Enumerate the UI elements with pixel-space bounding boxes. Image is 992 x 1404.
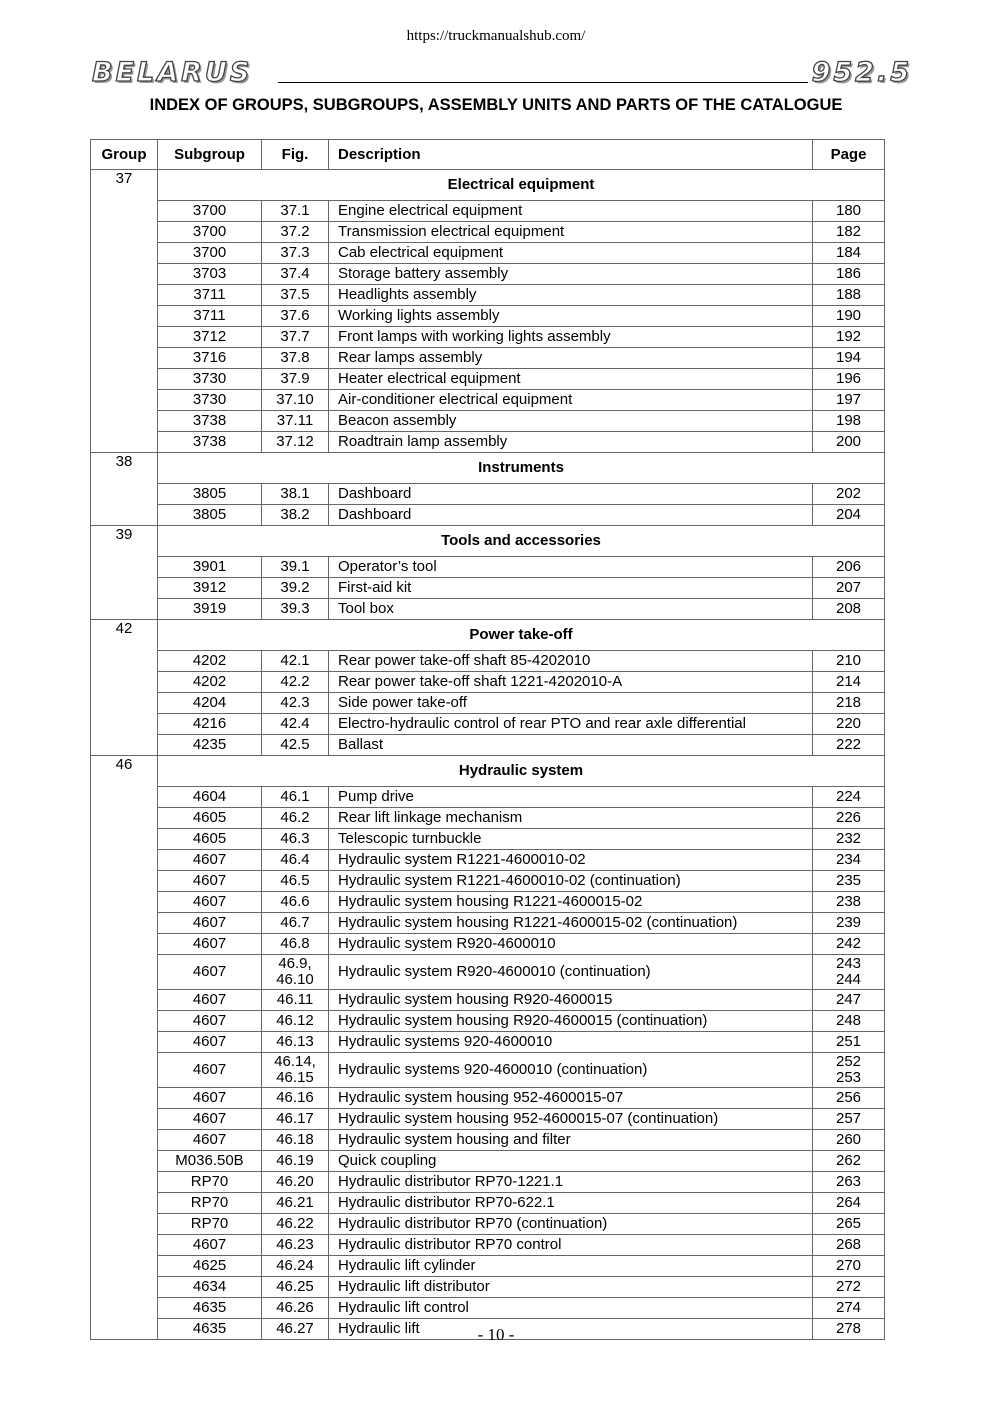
fig-cell: 46.22: [262, 1214, 329, 1235]
col-header-subgroup: Subgroup: [158, 140, 262, 170]
fig-cell: [262, 955, 329, 990]
fig-cell: 46.2: [262, 808, 329, 829]
group-title-row: [91, 526, 885, 557]
subgroup-cell: 3711: [158, 306, 262, 327]
subgroup-cell: 3901: [158, 557, 262, 578]
page-cell: 214: [813, 672, 885, 693]
fig-cell: 42.2: [262, 672, 329, 693]
page-cell: 182: [813, 222, 885, 243]
fig-cell: 37.6: [262, 306, 329, 327]
description-cell: Working lights assembly: [329, 306, 813, 327]
page-cell: 234: [813, 850, 885, 871]
source-url: https://truckmanualshub.com/: [406, 28, 586, 44]
table-row: [91, 285, 885, 306]
subgroup-cell: 4607: [158, 1130, 262, 1151]
fig-cell: 42.3: [262, 693, 329, 714]
group-title: Instruments: [158, 453, 885, 484]
fig-cell: 37.5: [262, 285, 329, 306]
table-row: [91, 955, 885, 990]
description-cell: First-aid kit: [329, 578, 813, 599]
table-row: [91, 808, 885, 829]
subgroup-cell: 4202: [158, 672, 262, 693]
table-row: [91, 557, 885, 578]
table-row: [91, 1172, 885, 1193]
subgroup-cell: 4216: [158, 714, 262, 735]
description-cell: Hydraulic lift cylinder: [329, 1256, 813, 1277]
subgroup-cell: 3716: [158, 348, 262, 369]
fig-cell: 37.2: [262, 222, 329, 243]
description-cell: Telescopic turnbuckle: [329, 829, 813, 850]
table-row: [91, 306, 885, 327]
fig-cell: 46.4: [262, 850, 329, 871]
table-row: [91, 411, 885, 432]
subgroup-cell: 3712: [158, 327, 262, 348]
page-cell: 224: [813, 787, 885, 808]
description-cell: Hydraulic system R1221-4600010-02: [329, 850, 813, 871]
description-cell: Roadtrain lamp assembly: [329, 432, 813, 453]
subgroup-cell: 4607: [158, 850, 262, 871]
page-cell: 274: [813, 1298, 885, 1319]
table-row: [91, 1032, 885, 1053]
subgroup-cell: 3738: [158, 432, 262, 453]
table-row: [91, 369, 885, 390]
group-number: 42: [91, 620, 158, 756]
table-row: [91, 1011, 885, 1032]
description-cell: Air-conditioner electrical equipment: [329, 390, 813, 411]
fig-cell: 46.7: [262, 913, 329, 934]
subgroup-cell: 4607: [158, 1032, 262, 1053]
group-title-row: [91, 453, 885, 484]
page-cell: 262: [813, 1151, 885, 1172]
page-cell: 257: [813, 1109, 885, 1130]
page-number: - 10 -: [477, 1325, 515, 1344]
page-number-cell-2: 253: [835, 1069, 862, 1086]
fig-cell: 39.2: [262, 578, 329, 599]
table-row: [91, 735, 885, 756]
description-cell: Hydraulic system R920-4600010: [329, 934, 813, 955]
fig-cell: 46.25: [262, 1277, 329, 1298]
subgroup-cell: 4607: [158, 1088, 262, 1109]
description-cell: Rear lift linkage mechanism: [329, 808, 813, 829]
fig-cell: 42.1: [262, 651, 329, 672]
fig-cell: 46.8: [262, 934, 329, 955]
subgroup-cell: 3703: [158, 264, 262, 285]
subgroup-cell: RP70: [158, 1193, 262, 1214]
page-cell: 278: [813, 1319, 885, 1340]
fig-number: 46.9,: [278, 955, 312, 972]
description-cell: Hydraulic systems 920-4600010 (continuation): [329, 1053, 813, 1088]
table-row: [91, 1088, 885, 1109]
description-cell: Hydraulic system housing 952-4600015-07: [329, 1088, 813, 1109]
col-header-page: Page: [813, 140, 885, 170]
description-cell: Cab electrical equipment: [329, 243, 813, 264]
table-row: [91, 484, 885, 505]
page-cell: 251: [813, 1032, 885, 1053]
page-cell: 263: [813, 1172, 885, 1193]
group-title-row: [91, 756, 885, 787]
fig-cell: 46.23: [262, 1235, 329, 1256]
table-row: [91, 829, 885, 850]
page-title: INDEX OF GROUPS, SUBGROUPS, ASSEMBLY UNITS AND PARTS OF THE CATALOGUE: [149, 96, 843, 114]
subgroup-cell: M036.50B: [158, 1151, 262, 1172]
page-number-cell-2: 244: [835, 971, 862, 988]
fig-cell: 37.9: [262, 369, 329, 390]
page-cell: 222: [813, 735, 885, 756]
fig-cell: 46.5: [262, 871, 329, 892]
table-row: [91, 787, 885, 808]
table-row: [91, 1151, 885, 1172]
page-cell: 264: [813, 1193, 885, 1214]
table-row: [91, 505, 885, 526]
group-number: 46: [91, 756, 158, 1340]
page-cell: 194: [813, 348, 885, 369]
description-cell: Hydraulic system R920-4600010 (continuation): [329, 955, 813, 990]
fig-cell: 38.2: [262, 505, 329, 526]
page-cell: 184: [813, 243, 885, 264]
description-cell: Hydraulic system housing R1221-4600015-02: [329, 892, 813, 913]
description-cell: Side power take-off: [329, 693, 813, 714]
page-cell: 202: [813, 484, 885, 505]
subgroup-cell: 4635: [158, 1319, 262, 1340]
page-cell: 200: [813, 432, 885, 453]
table-row: [91, 1256, 885, 1277]
subgroup-cell: 3738: [158, 411, 262, 432]
fig-cell: 37.11: [262, 411, 329, 432]
page-cell: 204: [813, 505, 885, 526]
description-cell: Hydraulic systems 920-4600010: [329, 1032, 813, 1053]
fig-cell: 37.7: [262, 327, 329, 348]
page-cell: 268: [813, 1235, 885, 1256]
description-cell: Tool box: [329, 599, 813, 620]
description-cell: Hydraulic lift: [329, 1319, 813, 1340]
description-cell: Hydraulic system housing R920-4600015 (continuation): [329, 1011, 813, 1032]
page-cell: 218: [813, 693, 885, 714]
table-body: [91, 170, 885, 1340]
subgroup-cell: 3805: [158, 505, 262, 526]
subgroup-cell: 4604: [158, 787, 262, 808]
subgroup-cell: 4204: [158, 693, 262, 714]
table-header-row: [91, 140, 885, 170]
table-row: [91, 693, 885, 714]
fig-cell: 37.1: [262, 201, 329, 222]
subgroup-cell: RP70: [158, 1172, 262, 1193]
table-row: [91, 1235, 885, 1256]
subgroup-cell: 3730: [158, 390, 262, 411]
page-cell: 235: [813, 871, 885, 892]
group-title: Hydraulic system: [158, 756, 885, 787]
table-row: [91, 913, 885, 934]
description-cell: Hydraulic system housing 952-4600015-07 (continuation): [329, 1109, 813, 1130]
subgroup-cell: 3805: [158, 484, 262, 505]
fig-cell: 37.3: [262, 243, 329, 264]
page-cell: 242: [813, 934, 885, 955]
table-row: [91, 578, 885, 599]
table-row: [91, 892, 885, 913]
page-cell: 238: [813, 892, 885, 913]
subgroup-cell: 3711: [158, 285, 262, 306]
table-row: [91, 201, 885, 222]
description-cell: Dashboard: [329, 484, 813, 505]
page-cell: 232: [813, 829, 885, 850]
table-row: [91, 432, 885, 453]
page-number-cell: 252: [835, 1053, 862, 1070]
table-row: [91, 651, 885, 672]
subgroup-cell: 4607: [158, 934, 262, 955]
fig-cell: [262, 1053, 329, 1088]
table-row: [91, 1109, 885, 1130]
description-cell: Hydraulic system housing and filter: [329, 1130, 813, 1151]
description-cell: Pump drive: [329, 787, 813, 808]
description-cell: Hydraulic system housing R920-4600015: [329, 990, 813, 1011]
subgroup-cell: 4607: [158, 1235, 262, 1256]
table-row: [91, 1298, 885, 1319]
page-cell: 239: [813, 913, 885, 934]
page-cell: 208: [813, 599, 885, 620]
subgroup-cell: 3700: [158, 222, 262, 243]
table-row: [91, 1214, 885, 1235]
description-cell: Quick coupling: [329, 1151, 813, 1172]
group-number: 39: [91, 526, 158, 620]
header-rule: [278, 82, 808, 83]
subgroup-cell: 4605: [158, 829, 262, 850]
fig-number: 46.14,: [274, 1053, 316, 1070]
table-row: [91, 871, 885, 892]
subgroup-cell: 3700: [158, 201, 262, 222]
subgroup-cell: 4607: [158, 871, 262, 892]
description-cell: Operator’s tool: [329, 557, 813, 578]
table-row: [91, 672, 885, 693]
table-row: [91, 243, 885, 264]
table-row: [91, 348, 885, 369]
fig-cell: 42.5: [262, 735, 329, 756]
page-cell: [813, 1053, 885, 1088]
fig-cell: 46.17: [262, 1109, 329, 1130]
subgroup-cell: RP70: [158, 1214, 262, 1235]
fig-cell: 46.1: [262, 787, 329, 808]
description-cell: Hydraulic distributor RP70-622.1: [329, 1193, 813, 1214]
catalogue-index-table: [90, 139, 885, 1340]
page-cell: 272: [813, 1277, 885, 1298]
description-cell: Hydraulic distributor RP70 control: [329, 1235, 813, 1256]
page-cell: 198: [813, 411, 885, 432]
page-cell: 210: [813, 651, 885, 672]
description-cell: Hydraulic system R1221-4600010-02 (continuation): [329, 871, 813, 892]
page-header: [92, 58, 912, 88]
description-cell: Heater electrical equipment: [329, 369, 813, 390]
page-cell: 197: [813, 390, 885, 411]
group-title: Power take-off: [158, 620, 885, 651]
fig-cell: 46.24: [262, 1256, 329, 1277]
page-cell: 256: [813, 1088, 885, 1109]
page-cell: 220: [813, 714, 885, 735]
description-cell: Rear power take-off shaft 85-4202010: [329, 651, 813, 672]
subgroup-cell: 3912: [158, 578, 262, 599]
description-cell: Hydraulic distributor RP70-1221.1: [329, 1172, 813, 1193]
fig-cell: 46.6: [262, 892, 329, 913]
page-cell: [813, 955, 885, 990]
description-cell: Hydraulic lift distributor: [329, 1277, 813, 1298]
brand-logo: BELARUS: [92, 57, 253, 88]
fig-cell: 37.12: [262, 432, 329, 453]
subgroup-cell: 4605: [158, 808, 262, 829]
page-cell: 265: [813, 1214, 885, 1235]
description-cell: Rear lamps assembly: [329, 348, 813, 369]
table-row: [91, 264, 885, 285]
description-cell: Front lamps with working lights assembly: [329, 327, 813, 348]
fig-cell: 39.3: [262, 599, 329, 620]
model-logo: 952.5: [811, 57, 912, 88]
page-number-cell: 243: [835, 955, 862, 972]
group-title-row: [91, 620, 885, 651]
description-cell: Beacon assembly: [329, 411, 813, 432]
table-row: [91, 714, 885, 735]
subgroup-cell: 3730: [158, 369, 262, 390]
page-cell: 180: [813, 201, 885, 222]
fig-cell: 46.26: [262, 1298, 329, 1319]
page-cell: 260: [813, 1130, 885, 1151]
subgroup-cell: 4607: [158, 913, 262, 934]
group-title: Electrical equipment: [158, 170, 885, 201]
fig-cell: 37.10: [262, 390, 329, 411]
group-number: 38: [91, 453, 158, 526]
subgroup-cell: 3700: [158, 243, 262, 264]
col-header-description: Description: [329, 140, 813, 170]
table-row: [91, 1053, 885, 1088]
description-cell: Hydraulic system housing R1221-4600015-02 (continuation): [329, 913, 813, 934]
table-row: [91, 222, 885, 243]
page-cell: 207: [813, 578, 885, 599]
fig-cell: 46.18: [262, 1130, 329, 1151]
subgroup-cell: 4607: [158, 955, 262, 990]
subgroup-cell: 4235: [158, 735, 262, 756]
subgroup-cell: 4635: [158, 1298, 262, 1319]
table-row: [91, 599, 885, 620]
fig-cell: 46.11: [262, 990, 329, 1011]
description-cell: Ballast: [329, 735, 813, 756]
description-cell: Engine electrical equipment: [329, 201, 813, 222]
fig-number-2: 46.15: [276, 1069, 314, 1086]
fig-cell: 46.12: [262, 1011, 329, 1032]
page-cell: 188: [813, 285, 885, 306]
page-cell: 196: [813, 369, 885, 390]
subgroup-cell: 4634: [158, 1277, 262, 1298]
description-cell: Electro-hydraulic control of rear PTO and rear axle differential: [329, 714, 813, 735]
page-cell: 247: [813, 990, 885, 1011]
page-cell: 192: [813, 327, 885, 348]
group-title: Tools and accessories: [158, 526, 885, 557]
subgroup-cell: 4202: [158, 651, 262, 672]
group-number: 37: [91, 170, 158, 453]
fig-cell: 46.3: [262, 829, 329, 850]
description-cell: Dashboard: [329, 505, 813, 526]
subgroup-cell: 3919: [158, 599, 262, 620]
col-header-fig: Fig.: [262, 140, 329, 170]
description-cell: Hydraulic lift control: [329, 1298, 813, 1319]
fig-cell: 42.4: [262, 714, 329, 735]
fig-cell: 46.20: [262, 1172, 329, 1193]
table-row: [91, 1277, 885, 1298]
page-cell: 226: [813, 808, 885, 829]
table-row: [91, 327, 885, 348]
description-cell: Transmission electrical equipment: [329, 222, 813, 243]
subgroup-cell: 4607: [158, 1109, 262, 1130]
page-cell: 270: [813, 1256, 885, 1277]
group-title-row: [91, 170, 885, 201]
subgroup-cell: 4607: [158, 892, 262, 913]
fig-cell: 46.27: [262, 1319, 329, 1340]
subgroup-cell: 4625: [158, 1256, 262, 1277]
page-cell: 248: [813, 1011, 885, 1032]
table-row: [91, 934, 885, 955]
description-cell: Headlights assembly: [329, 285, 813, 306]
fig-cell: 39.1: [262, 557, 329, 578]
fig-cell: 46.16: [262, 1088, 329, 1109]
subgroup-cell: 4607: [158, 1011, 262, 1032]
fig-cell: 46.21: [262, 1193, 329, 1214]
col-header-group: Group: [91, 140, 158, 170]
fig-cell: 46.13: [262, 1032, 329, 1053]
fig-cell: 46.19: [262, 1151, 329, 1172]
table-row: [91, 990, 885, 1011]
table-row: [91, 1193, 885, 1214]
fig-number-2: 46.10: [276, 971, 314, 988]
page-cell: 190: [813, 306, 885, 327]
description-cell: Rear power take-off shaft 1221-4202010-A: [329, 672, 813, 693]
fig-cell: 37.4: [262, 264, 329, 285]
subgroup-cell: 4607: [158, 990, 262, 1011]
description-cell: Storage battery assembly: [329, 264, 813, 285]
fig-cell: 37.8: [262, 348, 329, 369]
page-cell: 186: [813, 264, 885, 285]
page-cell: 206: [813, 557, 885, 578]
table-row: [91, 1130, 885, 1151]
fig-cell: 38.1: [262, 484, 329, 505]
subgroup-cell: 4607: [158, 1053, 262, 1088]
description-cell: Hydraulic distributor RP70 (continuation): [329, 1214, 813, 1235]
table-row: [91, 850, 885, 871]
table-row: [91, 390, 885, 411]
